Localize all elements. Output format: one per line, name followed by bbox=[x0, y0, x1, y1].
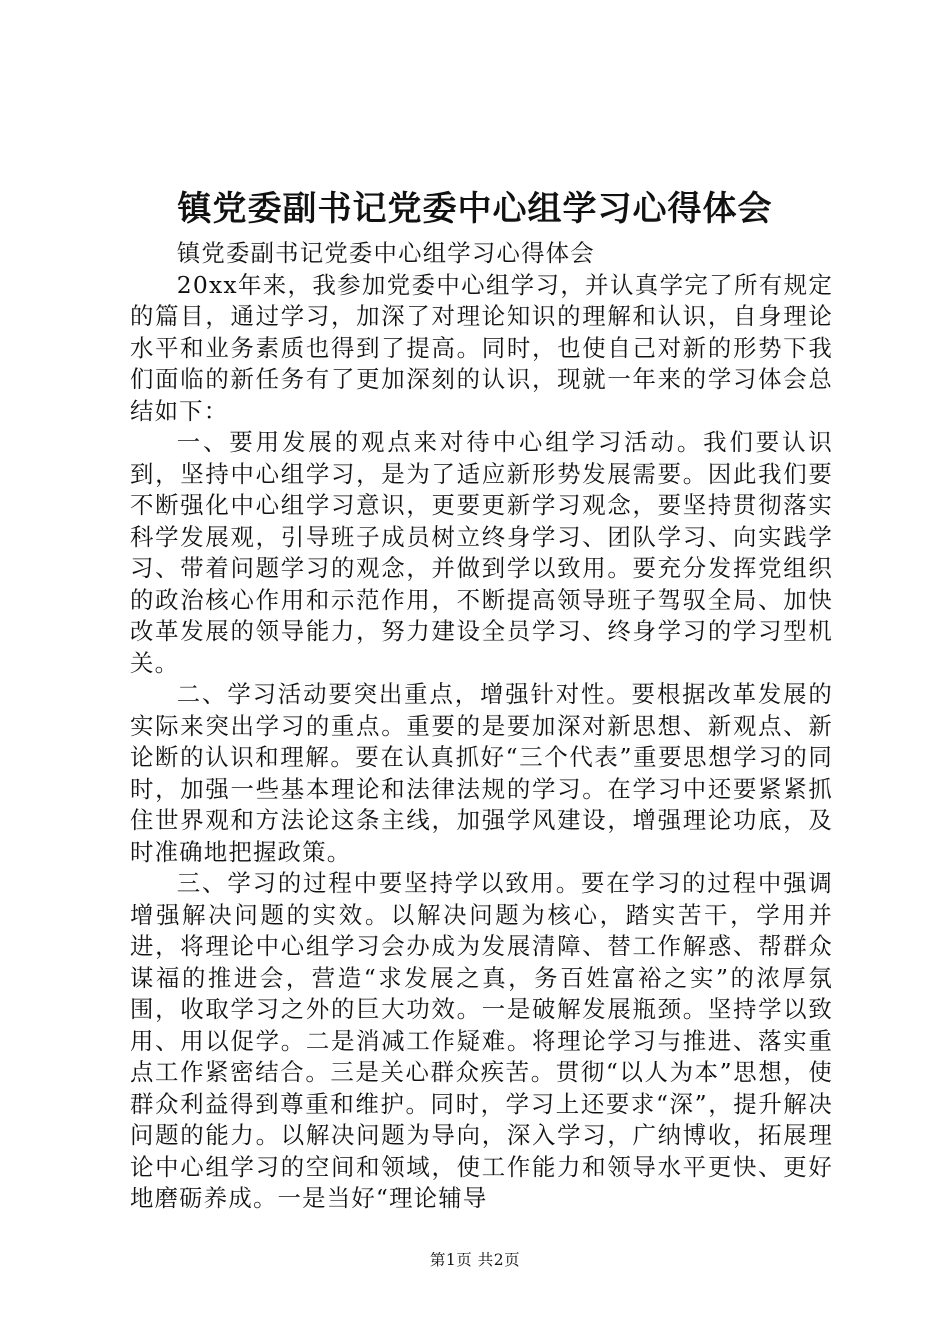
paragraph-point-three: 三、学习的过程中要坚持学以致用。要在学习的过程中强调增强解决问题的实效。以解决问题为核心，踏实苦干，学用并进，将理论中心组学习会办成为发展清障、替工作解惑、帮群众谋福的推进会，营造“求发展之真，务百姓富裕之实”的浓厚氛围，收取学习之外的巨大功效。一是破解发展瓶颈。坚持学以致用、用以促学。二是消减工作疑难。将理论学习与推进、落实重点工作紧密结合。三是关心群众疾苦。贯彻“以人为本”思想，使群众利益得到尊重和维护。同时，学习上还要求“深”，提升解决问题的能力。以解决问题为导向，深入学习，广纳博收，拓展理论中心组学习的空间和领域，使工作能力和领导水平更快、更好地磨砺养成。一是当好“理论辅导 bbox=[130, 869, 833, 1212]
paragraph-point-two: 二、学习活动要突出重点，增强针对性。要根据改革发展的实际来突出学习的重点。重要的是要加深对新思想、新观点、新论断的认识和理解。要在认真抓好“三个代表”重要思想学习的同时，加强一些基本理论和法律法规的学习。在学习中还要紧紧抓住世界观和方法论这条主线，加强学风建设，增强理论功底，及时准确地把握政策。 bbox=[130, 680, 833, 866]
paragraph-intro: 20xx年来，我参加党委中心组学习，并认真学完了所有规定的篇目，通过学习，加深了对理论知识的理解和认识，自身理论水平和业务素质也得到了提高。同时，也使自己对新的形势下我们面临的新任务有了更加深刻的认识，现就一年来的学习体会总结如下： bbox=[130, 270, 833, 425]
paragraph-point-one: 一、要用发展的观点来对待中心组学习活动。我们要认识到，坚持中心组学习，是为了适应新形势发展需要。因此我们要不断强化中心组学习意识，更要更新学习观念，要坚持贯彻落实科学发展观，引导班子成员树立终身学习、团队学习、向实践学习、带着问题学习的观念，并做到学以致用。要充分发挥党组织的政治核心作用和示范作用，不断提高领导班子驾驭全局、加快改革发展的领导能力，努力建设全员学习、终身学习的学习型机关。 bbox=[130, 428, 833, 677]
document-body bbox=[130, 238, 833, 1215]
document-title: 镇党委副书记党委中心组学习心得体会 bbox=[177, 189, 773, 229]
paragraph-subtitle: 镇党委副书记党委中心组学习心得体会 bbox=[176, 239, 595, 267]
page-footer: 第1页 共2页 bbox=[429, 1251, 521, 1269]
